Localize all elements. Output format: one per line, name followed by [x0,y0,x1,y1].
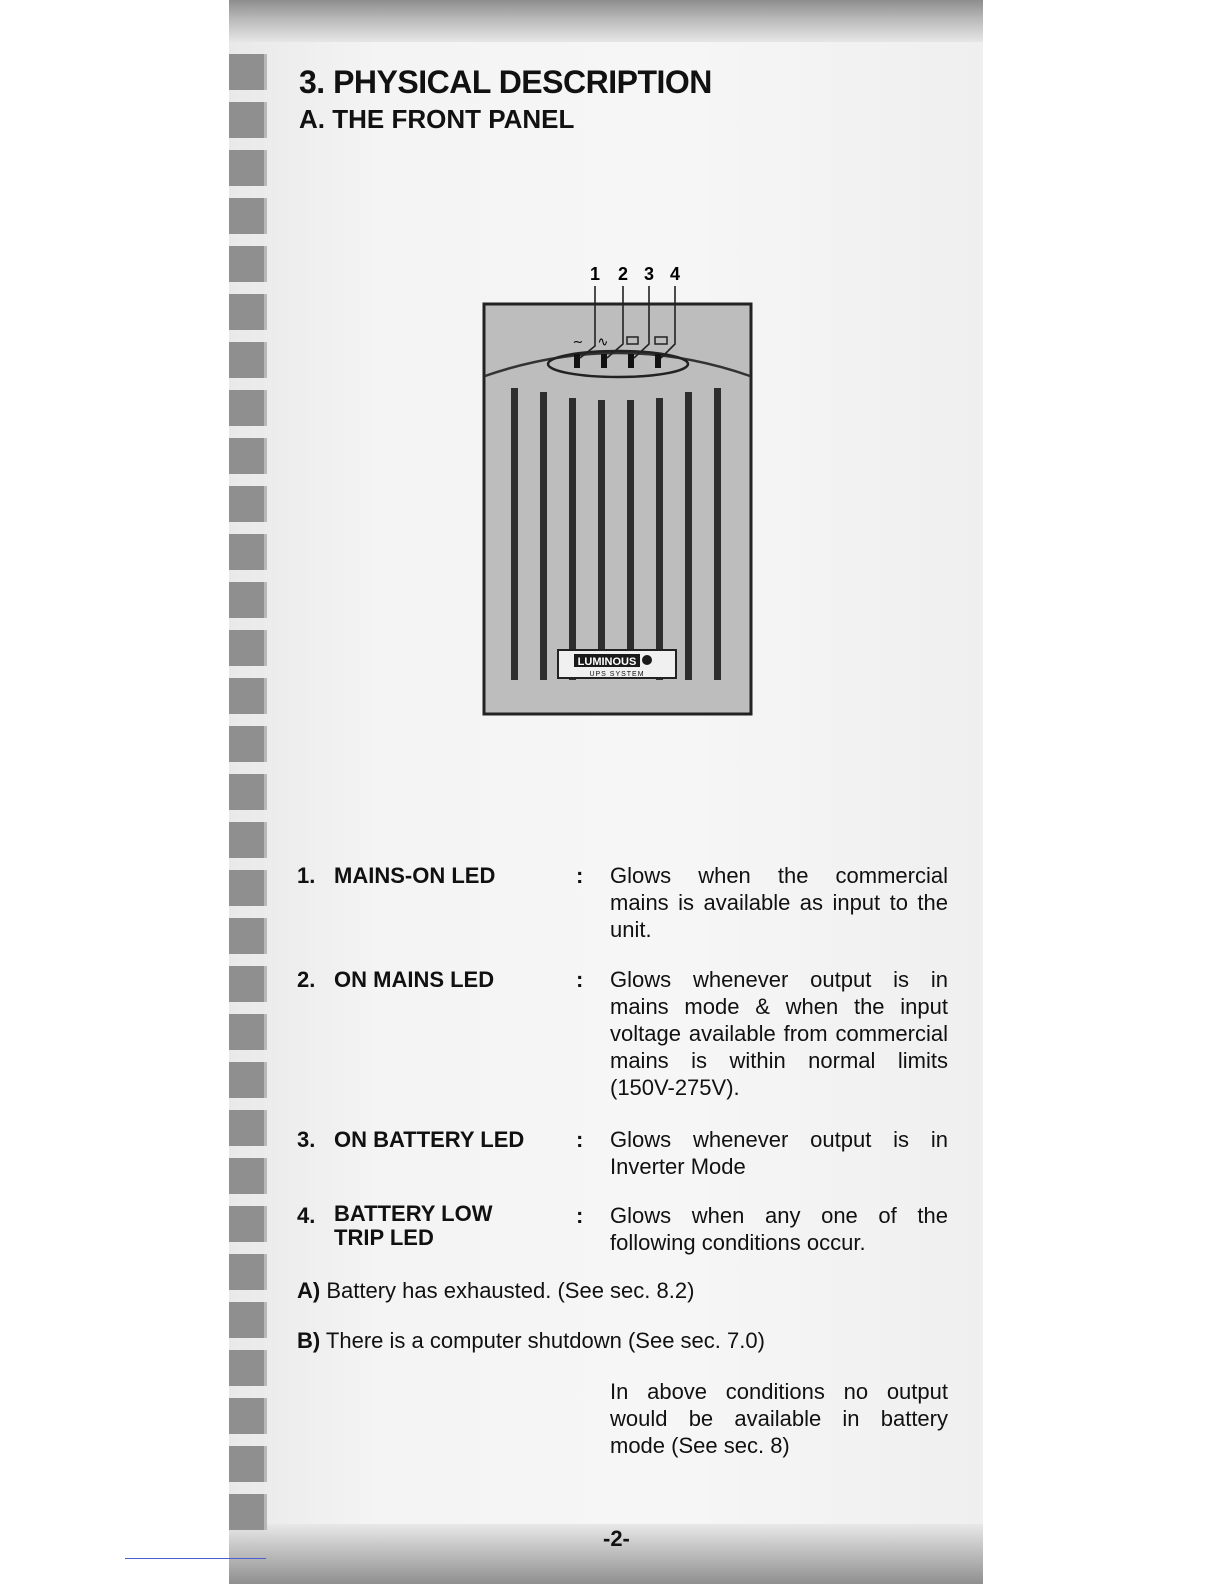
page-number: -2- [603,1526,630,1551]
item-colon: : [576,1127,584,1152]
binding-hole [229,150,267,186]
scan-top-shadow [229,0,983,42]
binding-hole [229,822,267,858]
binding-hole [229,1062,267,1098]
binding-hole [229,966,267,1002]
binding-hole [229,390,267,426]
binding-hole [229,1110,267,1146]
binding-hole [229,678,267,714]
vent-slot [569,398,576,680]
callout-1: 1 [589,264,601,284]
brand-logo: LUMINOUS [577,656,637,668]
item-number: 2. [297,967,316,992]
led-on-mains [601,354,607,368]
binding-hole [229,54,267,90]
item-label: MAINS-ON LED [334,863,496,888]
item-number: 4. [297,1203,316,1228]
item-label: BATTERY LOW TRIP LED [334,1201,493,1250]
item-description: Glows whenever output is in Inverter Mode [610,1127,948,1179]
binding-hole [229,1254,267,1290]
vent-slot [627,400,634,664]
binding-hole [229,198,267,234]
binding-hole [229,1014,267,1050]
condition-text: There is a computer shutdown (See sec. 7.0) [320,1328,765,1353]
section-subtitle: A. THE FRONT PANEL [299,104,575,134]
item-colon: : [576,863,584,888]
item-description: Glows when any one of the following conditions occur. [610,1203,948,1255]
binding-hole [229,102,267,138]
condition-marker: B) [297,1328,321,1353]
binding-hole [229,1494,267,1530]
front-panel-diagram [470,258,770,728]
item-label: ON MAINS LED [334,967,495,992]
binding-hole [229,582,267,618]
brand-tagline: UPS SYSTEM [589,671,645,678]
callout-3: 3 [643,264,655,284]
section-title: 3. PHYSICAL DESCRIPTION [299,64,712,100]
binding-hole [229,726,267,762]
binding-hole [229,438,267,474]
vent-slot [714,388,721,680]
mains-wave-icon: ∼ [572,335,584,350]
item-colon: : [576,1203,584,1228]
condition-marker: A) [297,1278,321,1303]
item-number: 1. [297,863,316,888]
binding-hole [229,1302,267,1338]
conditions-note: In above conditions no output would be available in battery mode (See sec. 8) [610,1379,948,1458]
binding-hole [229,1446,267,1482]
binding-hole [229,1206,267,1242]
binding-holes [229,40,267,1520]
binding-hole [229,918,267,954]
condition-a [297,1278,694,1304]
brand-logo-dot [642,655,652,665]
footnote-rule [125,1558,266,1559]
binding-hole [229,1398,267,1434]
binding-hole [229,534,267,570]
binding-hole [229,342,267,378]
binding-hole [229,1350,267,1386]
item-colon: : [576,967,584,992]
callout-2: 2 [617,264,629,284]
vent-slot [598,400,605,664]
vent-slot [656,398,663,680]
item-description: Glows whenever output is in mains mode & when the input voltage available from commercial mains is within normal limits (150V-275V). [610,967,948,1100]
vent-slot [540,392,547,680]
binding-hole [229,486,267,522]
vent-slot [511,388,518,680]
binding-hole [229,1158,267,1194]
item-label: ON BATTERY LED [334,1127,525,1152]
binding-hole [229,774,267,810]
item-number: 3. [297,1127,316,1152]
led-battery-low [655,354,661,368]
vent-slot [685,392,692,680]
inverter-wave-icon: ∿ [597,335,609,350]
condition-text: Battery has exhausted. (See sec. 8.2) [320,1278,695,1303]
led-mains-on [574,354,580,368]
condition-b [297,1328,765,1354]
led-on-battery [628,354,634,368]
binding-hole [229,870,267,906]
item-description: Glows when the commercial mains is available as input to the unit. [610,863,948,942]
callout-4: 4 [669,264,681,284]
binding-hole [229,294,267,330]
binding-hole [229,246,267,282]
binding-hole [229,630,267,666]
